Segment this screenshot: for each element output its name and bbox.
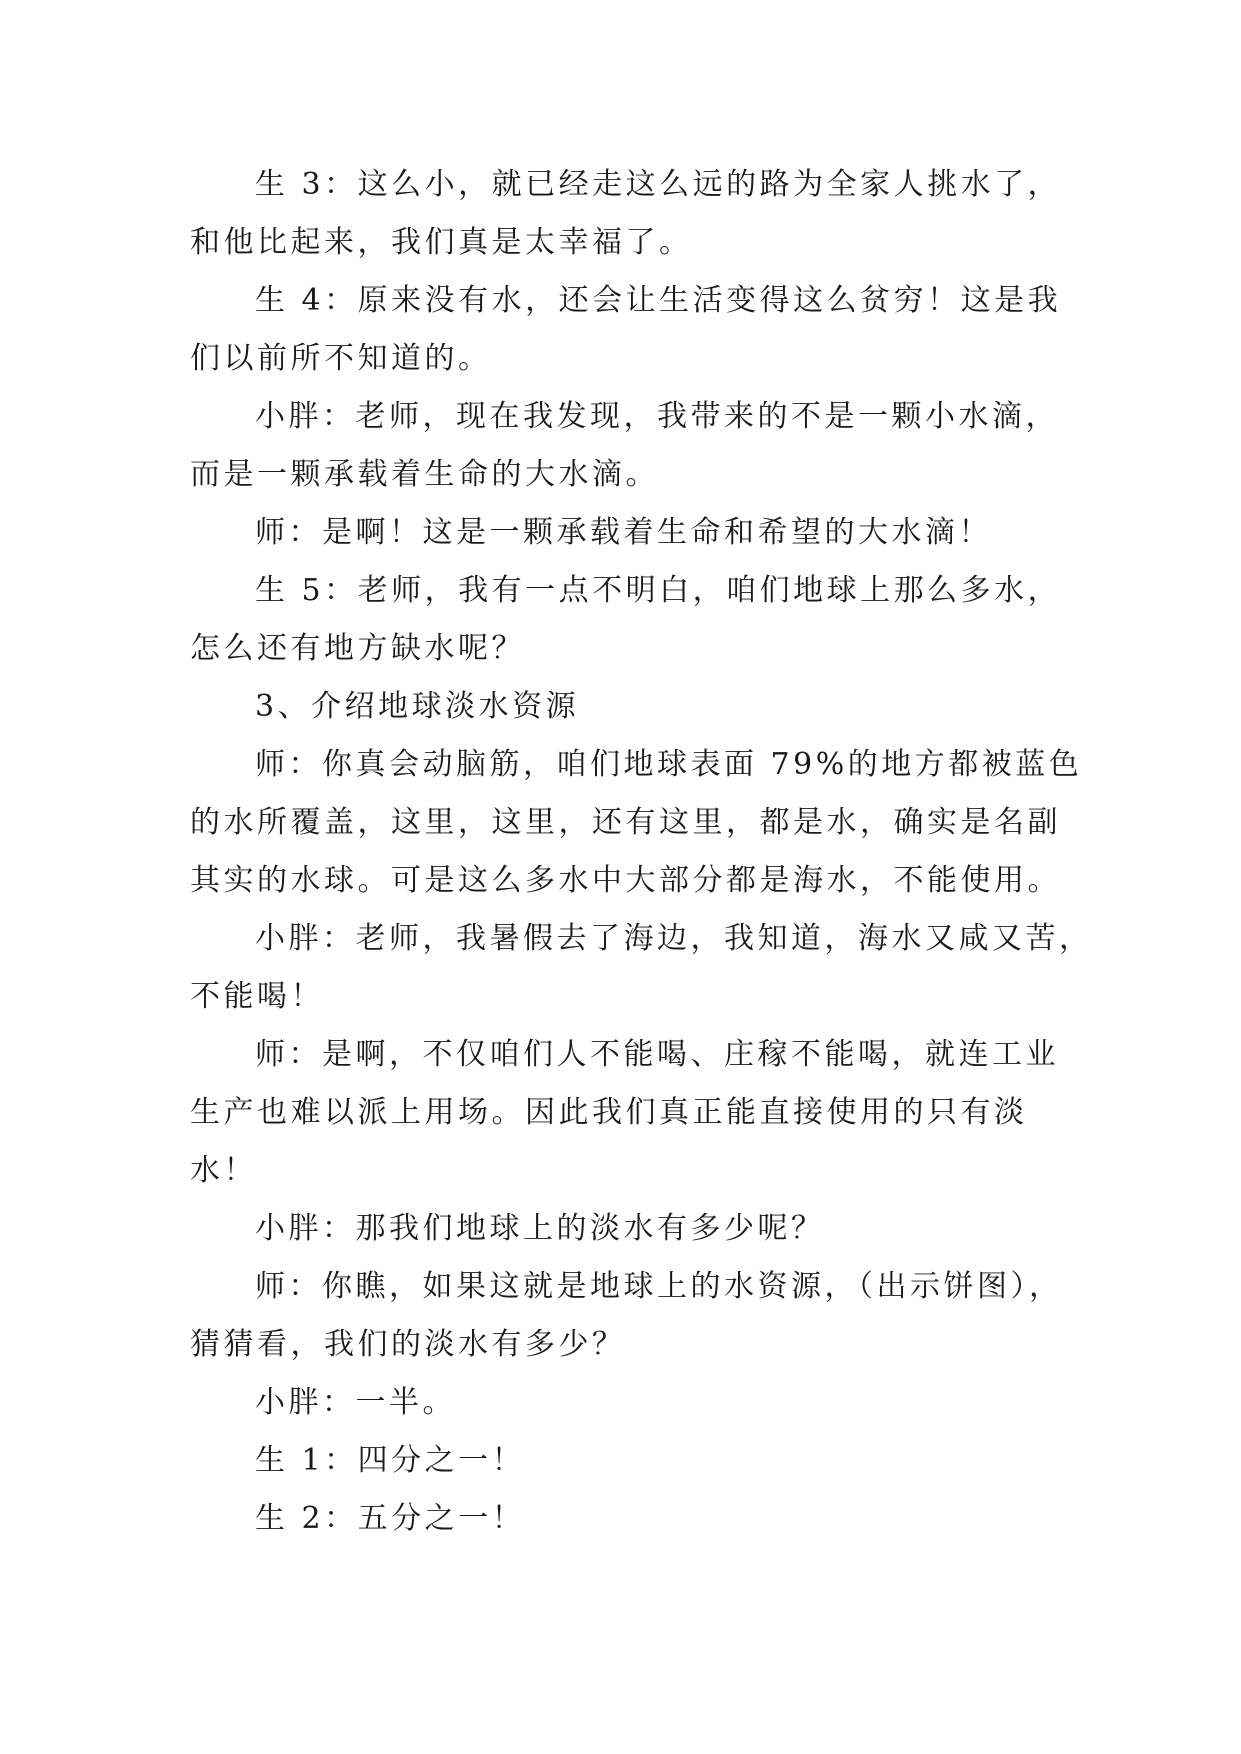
text-line: 怎么还有地方缺水呢？ bbox=[190, 631, 525, 666]
text-line: 的水所覆盖，这里，这里，还有这里，都是水，确实是名副 bbox=[190, 805, 1061, 840]
text-line: 和他比起来，我们真是太幸福了。 bbox=[190, 225, 693, 260]
text-line: 师：是啊！这是一颗承载着生命和希望的大水滴！ bbox=[255, 515, 992, 550]
text-line: 水！ bbox=[190, 1153, 257, 1188]
text-line: 生 1：四分之一！ bbox=[255, 1443, 526, 1478]
text-line: 师：是啊，不仅咱们人不能喝、庄稼不能喝，就连工业 bbox=[255, 1037, 1059, 1072]
text-line: 生 5：老师，我有一点不明白，咱们地球上那么多水， bbox=[255, 573, 1062, 608]
text-line: 小胖：那我们地球上的淡水有多少呢？ bbox=[255, 1211, 825, 1246]
text-line: 师：你真会动脑筋，咱们地球表面 79%的地方都被蓝色 bbox=[255, 747, 1083, 782]
text-line: 们以前所不知道的。 bbox=[190, 341, 492, 376]
text-line: 其实的水球。可是这么多水中大部分都是海水，不能使用。 bbox=[190, 863, 1061, 898]
text-line: 猜猜看，我们的淡水有多少？ bbox=[190, 1327, 626, 1362]
text-line: 生 3：这么小，就已经走这么远的路为全家人挑水了， bbox=[255, 167, 1062, 202]
section-heading: 3、介绍地球淡水资源 bbox=[255, 689, 580, 724]
text-line: 小胖：一半。 bbox=[255, 1385, 456, 1420]
text-line: 生 4：原来没有水，还会让生活变得这么贫穷！这是我 bbox=[255, 283, 1062, 318]
text-line: 而是一颗承载着生命的大水滴。 bbox=[190, 457, 659, 492]
text-line: 生产也难以派上用场。因此我们真正能直接使用的只有淡 bbox=[190, 1095, 1028, 1130]
text-line: 不能喝！ bbox=[190, 979, 324, 1014]
text-line: 生 2：五分之一！ bbox=[255, 1501, 526, 1536]
text-line: 小胖：老师，现在我发现，我带来的不是一颗小水滴， bbox=[255, 399, 1059, 434]
text-line: 小胖：老师，我暑假去了海边，我知道，海水又咸又苦， bbox=[255, 921, 1093, 956]
text-line: 师：你瞧，如果这就是地球上的水资源，（出示饼图）， bbox=[255, 1269, 1063, 1304]
